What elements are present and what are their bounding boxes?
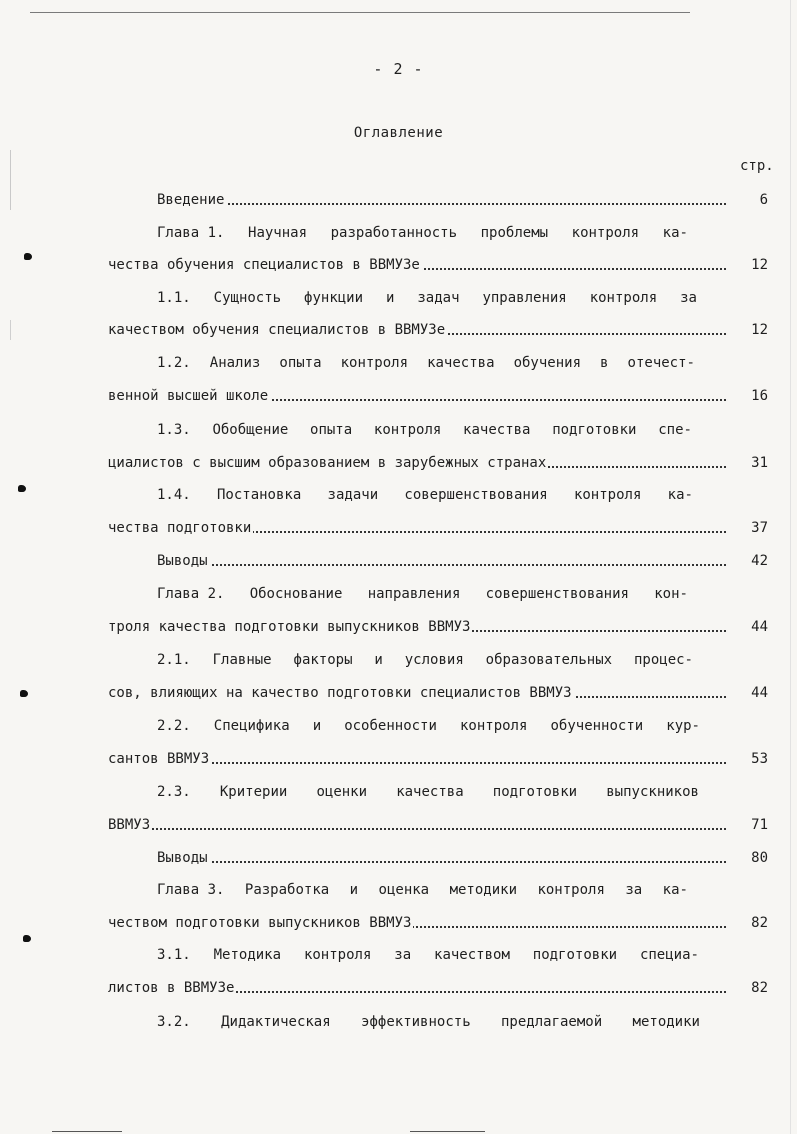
toc-entry-page: 82 xyxy=(751,915,768,931)
toc-entry-page: 44 xyxy=(751,685,768,701)
pages-column-label: стр. xyxy=(740,158,774,174)
scan-edge-line-top xyxy=(30,12,690,13)
toc-entry-page: 12 xyxy=(751,257,768,273)
toc-entry-page: 71 xyxy=(751,817,768,833)
toc-entry-text: Введение xyxy=(157,190,726,210)
toc-entry-text: сантов ВВМУЗ xyxy=(108,749,726,769)
toc-entry-page: 82 xyxy=(751,980,768,996)
toc-entry-text: качеством обучения специалистов в ВВМУЗе xyxy=(108,320,726,340)
toc-entry-text: листов в ВВМУЗе xyxy=(108,978,726,998)
toc-entry-text: троля качества подготовки выпускников ВВМУЗ xyxy=(108,617,726,637)
toc-entry-page: 37 xyxy=(751,520,768,536)
toc-entry-page: 42 xyxy=(751,553,768,569)
toc-entry-text: 3.1. Методика контроля за качеством подготовки специа- xyxy=(157,947,699,963)
scan-edge-line-right xyxy=(790,0,791,1134)
toc-entry-text: сов, влияющих на качество подготовки специалистов ВВМУЗ xyxy=(108,683,726,703)
toc-entry-text: Глава 1. Научная разработанность проблемы контроля ка- xyxy=(157,225,688,241)
toc-entry-text: чеством подготовки выпускников ВВМУЗ xyxy=(108,913,726,933)
toc-entry-page: 31 xyxy=(751,455,768,471)
toc-entry-text: венной высшей школе xyxy=(108,386,726,406)
toc-entry-text: Глава 3. Разработка и оценка методики контроля за ка- xyxy=(157,882,688,898)
toc-title: Оглавление xyxy=(353,125,444,141)
toc-entry-page: 16 xyxy=(751,388,768,404)
punch-hole-mark xyxy=(18,485,26,492)
page-number: - 2 - xyxy=(373,60,424,78)
toc-entry-page: 80 xyxy=(751,850,768,866)
punch-hole-mark xyxy=(24,253,32,260)
punch-hole-mark xyxy=(20,690,28,697)
toc-entry-text: 2.2. Специфика и особенности контроля обученности кур- xyxy=(157,718,700,734)
scan-edge-line-bottom-center xyxy=(410,1131,485,1132)
punch-hole-mark xyxy=(23,935,31,942)
toc-entry-page: 44 xyxy=(751,619,768,635)
toc-entry-text: 1.3. Обобщение опыта контроля качества подготовки спе- xyxy=(157,422,692,438)
toc-entry-text: чества обучения специалистов в ВВМУЗе xyxy=(108,255,726,275)
toc-entry-text: 3.2. Дидактическая эффективность предлагаемой методики xyxy=(157,1014,700,1030)
toc-entry-page: 53 xyxy=(751,751,768,767)
toc-entry-text: 1.2. Анализ опыта контроля качества обучения в отечест- xyxy=(157,355,695,371)
toc-entry-text: 1.1. Сущность функции и задач управления контроля за xyxy=(157,290,697,306)
toc-entry-text: 2.1. Главные факторы и условия образовательных процес- xyxy=(157,652,693,668)
toc-entry-text: 2.3. Критерии оценки качества подготовки выпускников xyxy=(157,784,699,800)
scan-edge-line-bottom-left xyxy=(52,1131,122,1132)
scan-edge-mark-left xyxy=(10,150,11,210)
toc-entry-page: 6 xyxy=(759,192,768,208)
toc-entry-text: 1.4. Постановка задачи совершенствования контроля ка- xyxy=(157,487,693,503)
toc-entry-text: Глава 2. Обоснование направления совершенствования кон- xyxy=(157,586,688,602)
toc-entry-page: 12 xyxy=(751,322,768,338)
toc-entry-text: чества подготовки xyxy=(108,518,726,538)
scan-edge-mark-left-2 xyxy=(10,320,11,340)
toc-entry-text: циалистов с высшим образованием в зарубежных странах xyxy=(108,453,726,473)
toc-entry-text: ВВМУЗ xyxy=(108,815,726,835)
toc-entry-text: Выводы xyxy=(157,848,726,868)
toc-entry-text: Выводы xyxy=(157,551,726,571)
